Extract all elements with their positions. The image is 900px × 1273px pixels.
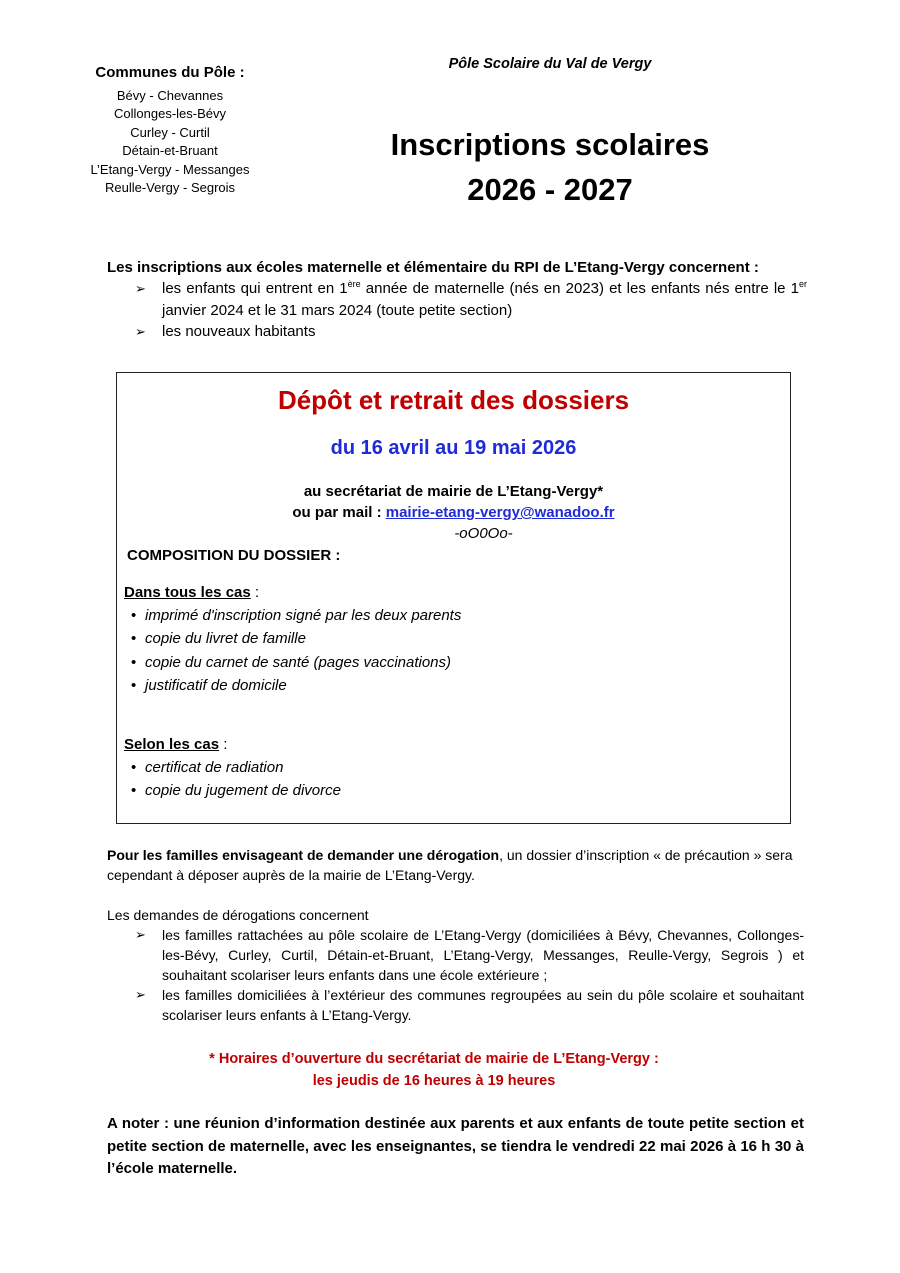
superscript: er xyxy=(798,279,807,289)
bullet-icon: • xyxy=(131,607,137,624)
intro-list xyxy=(107,278,807,343)
commune-line: Bévy - Chevannes xyxy=(116,87,224,103)
arrow-bullet-icon: ➢ xyxy=(135,281,146,296)
intro-item-text: année de maternelle (nés en 2023) et les enfants nés entre le 1 xyxy=(360,280,799,297)
bullet-icon: • xyxy=(131,630,137,648)
deposit-location xyxy=(117,481,790,523)
list-item-text: justificatif de domicile xyxy=(145,676,287,694)
commune-line: Reulle-Vergy - Segrois xyxy=(104,180,236,195)
commune-line: L’Etang-Vergy - Messanges xyxy=(90,161,250,177)
arrow-bullet-icon: ➢ xyxy=(135,324,146,339)
deposit-dates: du 16 avril au 19 mai 2026 xyxy=(330,437,577,459)
all-cases-label: Dans tous les cas xyxy=(124,584,251,601)
list-item xyxy=(124,779,341,802)
some-cases-label: Selon les cas xyxy=(124,736,220,753)
email-prefix: ou par mail : xyxy=(292,504,386,521)
list-item-text: certificat de radiation xyxy=(145,759,284,776)
intro-lead: Les inscriptions aux écoles maternelle et élémentaire du RPI de L’Etang-Vergy concernent : xyxy=(107,259,759,276)
list-item xyxy=(107,321,807,343)
list-item-text: imprimé d'inscription signé par les deux parents xyxy=(145,607,462,624)
pole-heading: Pôle Scolaire du Val de Vergy xyxy=(448,56,652,72)
arrow-bullet-icon: ➢ xyxy=(135,987,146,1002)
email-line xyxy=(117,502,790,523)
list-item xyxy=(124,627,461,650)
colon: : xyxy=(250,584,260,601)
derogation-rest: , un dossier d’inscription « de précaution » sera cependant à déposer auprès de la mairie de L’Etang-Vergy. xyxy=(107,847,793,883)
list-item xyxy=(107,925,804,985)
bullet-icon: • xyxy=(131,759,137,776)
deposit-title: Dépôt et retrait des dossiers xyxy=(277,385,630,415)
separator: -oO0Oo- xyxy=(454,525,513,542)
list-item xyxy=(124,651,461,674)
intro-item-text: janvier 2024 et le 31 mars 2024 (toute petite section) xyxy=(162,301,513,319)
intro-section xyxy=(107,258,807,343)
deposit-box xyxy=(116,372,791,824)
bullet-icon: • xyxy=(131,782,137,800)
hours-line-1: * Horaires d’ouverture du secrétariat de mairie de L’Etang-Vergy : xyxy=(209,1051,659,1067)
list-item xyxy=(124,756,341,779)
intro-item-text: les enfants qui entrent en 1 xyxy=(162,280,348,297)
demandes-section xyxy=(107,905,804,1025)
intro-item-text: les nouveaux habitants xyxy=(162,323,316,340)
commune-line: Détain-et-Bruant xyxy=(122,143,218,158)
bullet-icon: • xyxy=(131,676,137,694)
title-line-2: 2026 - 2027 xyxy=(467,172,633,207)
list-item xyxy=(124,604,461,627)
meeting-note: A noter : une réunion d’information destinée aux parents et aux enfants de toute petite section et petite section de maternelle, avec les enseignantes, se tiendra le vendredi 22 mai 2026 à 16 h 30 à l’école maternelle. xyxy=(107,1115,804,1177)
list-item-text: les familles domiciliées à l’extérieur des communes regroupées au sein du pôle scolaire et souhaitant scolariser leurs enfants à L’Etang-Vergy. xyxy=(162,987,804,1023)
all-cases-list xyxy=(124,604,461,697)
list-item-text: les familles rattachées au pôle scolaire de L’Etang-Vergy (domiciliées à Bévy, Chevannes, Collonges-les-Bévy, Curley, Curtil, Détain-et-Bruant, L’Etang-Vergy, Messanges, Reulle-Vergy, Segrois ) et souhaitant scolariser leurs enfants dans une école extérieure ; xyxy=(162,927,804,983)
superscript: ère xyxy=(347,279,361,289)
some-cases-section xyxy=(124,736,341,803)
all-cases-section xyxy=(124,584,461,697)
email-link[interactable]: mairie-etang-vergy@wanadoo.fr xyxy=(385,504,615,521)
derogation-paragraph xyxy=(107,845,804,885)
hours-line-2: les jeudis de 16 heures à 19 heures xyxy=(312,1073,556,1089)
list-item xyxy=(107,985,804,1025)
location-line: au secrétariat de mairie de L’Etang-Vergy* xyxy=(303,483,604,500)
list-item xyxy=(107,278,807,321)
some-cases-list xyxy=(124,756,341,803)
list-item-text: copie du carnet de santé (pages vaccinations) xyxy=(145,653,452,671)
bullet-icon: • xyxy=(131,653,137,671)
list-item-text: copie du jugement de divorce xyxy=(145,782,341,800)
colon: : xyxy=(219,736,228,753)
list-item xyxy=(124,674,461,697)
list-item-text: copie du livret de famille xyxy=(145,630,306,648)
communes-heading: Communes du Pôle : xyxy=(95,64,245,81)
demandes-list xyxy=(107,925,804,1025)
derogation-bold: Pour les familles envisageant de demander une dérogation xyxy=(107,847,500,863)
communes-list xyxy=(60,64,280,198)
demandes-lead: Les demandes de dérogations concernent xyxy=(107,907,369,923)
commune-line: Collonges-les-Bévy xyxy=(114,106,226,121)
opening-hours xyxy=(134,1048,734,1092)
composition-heading: COMPOSITION DU DOSSIER : xyxy=(127,547,341,564)
arrow-bullet-icon: ➢ xyxy=(135,927,146,942)
page-title xyxy=(350,122,750,212)
commune-line: Curley - Curtil xyxy=(130,124,210,140)
title-line-1: Inscriptions scolaires xyxy=(390,127,710,162)
